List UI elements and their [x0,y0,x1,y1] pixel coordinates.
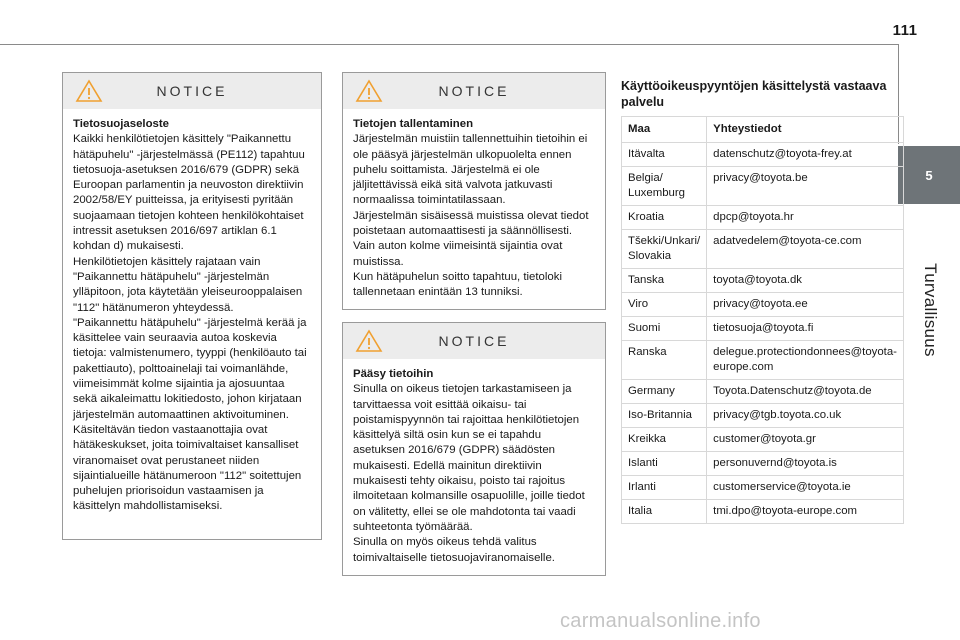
warning-icon [355,329,383,353]
table-row [622,500,904,524]
contacts-table [621,116,904,524]
table-row [622,317,904,341]
contact-cell: tietosuoja@toyota.fi [707,317,904,341]
table-header-row [622,117,904,143]
watermark: carmanualsonline.info [560,610,761,632]
country-cell: Tšekki/Unkari/ Slovakia [622,230,707,269]
chapter-number: 5 [925,167,933,183]
table-row [622,206,904,230]
contact-cell: datenschutz@toyota-frey.at [707,143,904,167]
notice-title: NOTICE [156,83,228,99]
table-row [622,380,904,404]
contact-cell: customerservice@toyota.ie [707,476,904,500]
header-country: Maa [622,117,707,143]
chapter-tab [898,146,960,204]
table-row [622,341,904,380]
country-cell: Islanti [622,452,707,476]
contact-cell: adatvedelem@toyota-ce.com [707,230,904,269]
contact-cell: personuvernd@toyota.is [707,452,904,476]
country-cell: Belgia/ Luxemburg [622,167,707,206]
notice-title: NOTICE [438,333,510,349]
notice-data-access [342,322,606,576]
contact-cell: privacy@toyota.be [707,167,904,206]
chapter-label: Turvallisuus [921,263,940,357]
contact-cell: privacy@tgb.toyota.co.uk [707,404,904,428]
country-cell: Kreikka [622,428,707,452]
contact-cell: delegue.protectiondonnees@toyota-europe.com [707,341,904,380]
country-cell: Viro [622,293,707,317]
table-row [622,452,904,476]
contact-cell: privacy@toyota.ee [707,293,904,317]
notice-body [343,359,605,574]
contact-cell: toyota@toyota.dk [707,269,904,293]
notice-header [343,73,605,109]
notice-paragraph: Sinulla on oikeus tietojen tarkastamiseen ja tarvittaessa voit esittää oikaisu- tai poistamispyynnön tai rajoittaa henkilötietojen käsittelyä siltä osin kun se ei tapahdu asetuksen 2016/679 (GDPR) säädösten mukaisesti. Edellä mainitun direktiivin mukaisesti tehty oikaisu, poisto tai rajoitus ilmoitetaan kolmansille osapuolille, joille tiedot on välitetty, ellei se ole mahdotonta tai vaadi suhteetonta työmäärää. [353,383,585,533]
notice-paragraph: "Paikannettu hätäpuhelu" -järjestelmä kerää ja käsittelee vain seuraavia autoa koskevia tietoja: valmistenumero, tyyppi (henkilöauto tai pakettiauto), polttoainelaji tai voimanlähde, viimeisimmät kolme sijaintia ja ajosuuntaa sekä aikaleimattu lokitiedosto, johon kirjataan järjestelmän automaattinen aktivoituminen. [73,316,307,421]
country-cell: Ranska [622,341,707,380]
table-row [622,143,904,167]
country-cell: Kroatia [622,206,707,230]
country-cell: Itävalta [622,143,707,167]
contact-cell: dpcp@toyota.hr [707,206,904,230]
top-rule [0,44,932,45]
table-row [622,269,904,293]
notice-heading: Tietojen tallentaminen [353,118,474,130]
country-cell: Suomi [622,317,707,341]
notice-paragraph: Sinulla on myös oikeus tehdä valitus toimivaltaiselle tietosuojaviranomaiselle. [353,536,555,564]
country-cell: Germany [622,380,707,404]
table-row [622,404,904,428]
notice-paragraph: Käsiteltävän tiedon vastaanottajia ovat hätäkeskukset, joita toimivaltaiset kansalliset viranomaiset ovat perustaneet niiden sijaintialueille hätänumeroon "112" soitettujen puhelujen priorisoidun vastaamisen ja käsittelyn mahdollistamiseksi. [73,423,302,513]
contact-cell: customer@toyota.gr [707,428,904,452]
notice-body [63,109,321,523]
contact-cell: tmi.dpo@toyota-europe.com [707,500,904,524]
warning-icon [355,79,383,103]
header-contact: Yhteystiedot [707,117,904,143]
notice-paragraph: Kaikki henkilötietojen käsittely "Paikannettu hätäpuhelu" -järjestelmässä (PE112) tapahtuu tietosuoja-asetuksen 2016/679 (GDPR) sekä Euroopan parlamentin ja neuvoston direktiivin 2002/58/EY puitteissa, ja erityisesti pyritään suojaamaan tietojen kohteen henkilökohtaiset intressit asetuksen 2016/697 artiklan 6.1 kohdan d) mukaisesti. [73,133,305,253]
country-cell: Irlanti [622,476,707,500]
table-row [622,167,904,206]
notice-body [343,109,605,309]
contacts-title: Käyttöoikeuspyyntöjen käsittelystä vastaava palvelu [621,79,887,109]
notice-paragraph: Henkilötietojen käsittely rajataan vain "Paikannettu hätäpuhelu" -järjestelmän ylläpitoon, jota käytetään yleiseurooppalaisen "112" hätänumeron yhteydessä. [73,255,303,314]
table-row [622,293,904,317]
notice-data-storage [342,72,606,310]
notice-header [63,73,321,109]
table-row [622,428,904,452]
notice-paragraph: Järjestelmän muistiin tallennettuihin tietoihin ei ole pääsyä järjestelmän ulkopuolelta ennen puhelu soittamista. Järjestelmä ei ole jäljitettävissä eikä sitä valvota jatkuvasti normaalissa toimintatilassaan. [353,133,588,207]
notice-header [343,323,605,359]
table-row [622,230,904,269]
country-cell: Tanska [622,269,707,293]
table-row [622,476,904,500]
side-tab-border [898,44,960,144]
notice-heading: Pääsy tietoihin [353,368,434,380]
notice-title: NOTICE [438,83,510,99]
notice-heading: Tietosuojaseloste [73,118,170,130]
notice-privacy-statement [62,72,322,540]
notice-paragraph: Järjestelmän sisäisessä muistissa olevat tiedot poistetaan automaattisesti ja säännöllisesti. Vain auton kolme viimeisintä sijaintia ovat muistissa. [353,209,589,268]
page-number: 111 [892,22,918,39]
contact-cell: Toyota.Datenschutz@toyota.de [707,380,904,404]
country-cell: Iso-Britannia [622,404,707,428]
warning-icon [75,79,103,103]
country-cell: Italia [622,500,707,524]
notice-paragraph: Kun hätäpuhelun soitto tapahtuu, tietoloki tallennetaan enintään 13 tunniksi. [353,270,562,299]
